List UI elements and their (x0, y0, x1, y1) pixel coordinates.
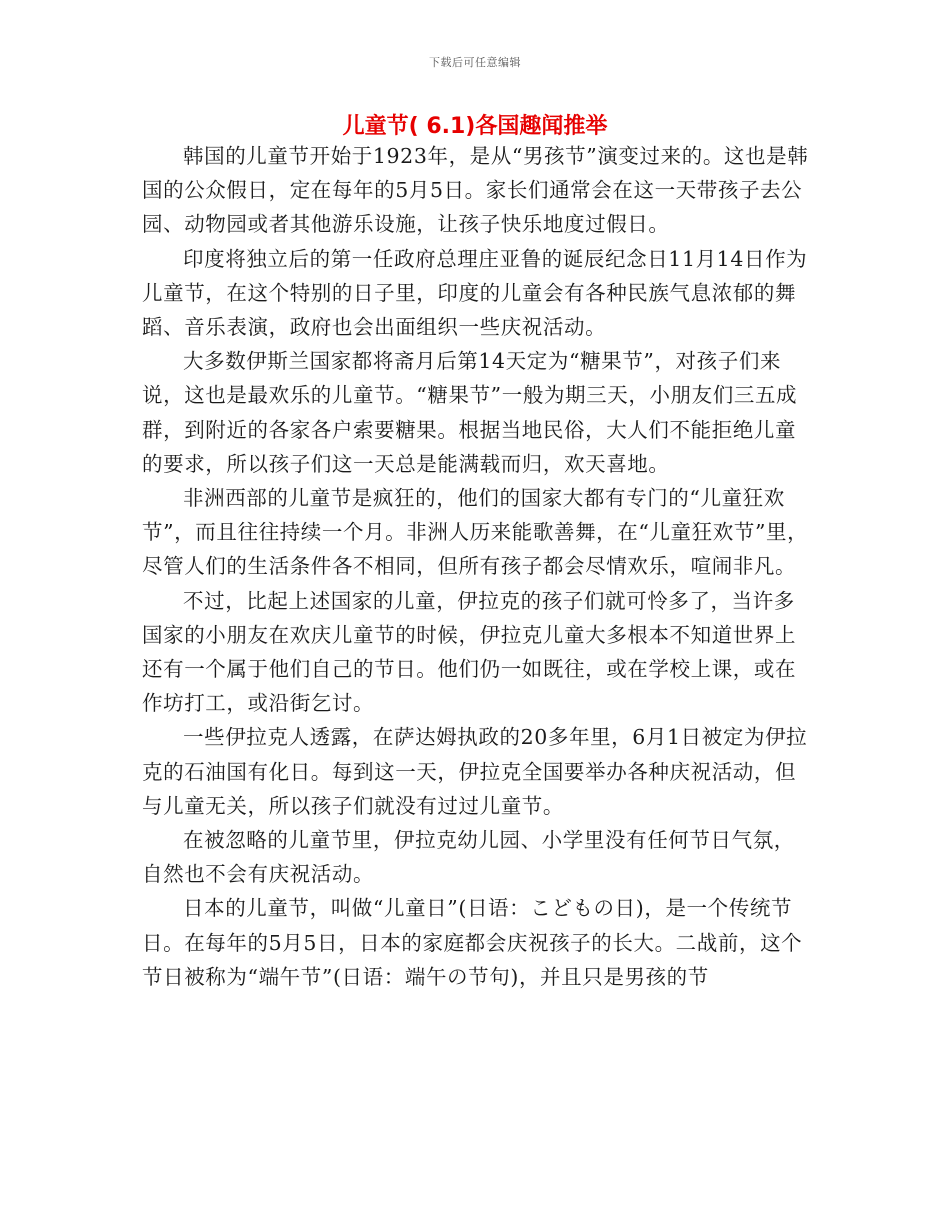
paragraph-iraq-3: 在被忽略的儿童节里，伊拉克幼儿园、小学里没有任何节日气氛，自然也不会有庆祝活动。 (142, 828, 795, 887)
paragraph-islamic-countries: 大多数伊斯兰国家都将斋月后第14天定为“糖果节”，对孩子们来说，这也是最欢乐的儿童节。“糖果节”一般为期三天，小朋友们三五成群，到附近的各家各户索要糖果。根据当地民俗，大人们不能拒绝儿童的要求，所以孩子们这一天总是能满载而归，欢天喜地。 (142, 349, 798, 476)
paragraph-iraq-1: 不过，比起上述国家的儿童，伊拉克的孩子们就可怜多了，当许多国家的小朋友在欢庆儿童节的时候，伊拉克儿童大多根本不知道世界上还有一个属于他们自己的节日。他们仍一如既往，或在学校上课，或在作坊打工，或沿街乞讨。 (142, 588, 797, 716)
paragraph-west-africa: 非洲西部的儿童节是疯狂的，他们的国家大都有专门的“儿童狂欢节”，而且往往持续一个月。非洲人历来能歌善舞，在“儿童狂欢节”里，尽管人们的生活条件各不相同，但所有孩子都会尽情欢乐，喧闹非凡。 (142, 486, 809, 579)
header-note: 下载后可任意编辑 (429, 56, 521, 69)
paragraph-korea: 韩国的儿童节开始于1923年，是从“男孩节”演变过来的。这也是韩国的公众假日，定在每年的5月5日。家长们通常会在这一天带孩子去公园、动物园或者其他游乐设施，让孩子快乐地度过假日。 (142, 144, 809, 237)
document-body (142, 139, 810, 994)
document-title: 儿童节( 6.1)各国趣闻推举 (342, 114, 608, 139)
paragraph-japan: 日本的儿童节，叫做“儿童日”(日语：こどもの日)，是一个传统节日。在每年的5月5日，日本的家庭都会庆祝孩子的长大。二战前，这个节日被称为“端午节”(日语：端午の节句)，并且只是男孩的节 (142, 896, 803, 989)
paragraph-india: 印度将独立后的第一任政府总理庄亚鲁的诞辰纪念日11月14日作为儿童节，在这个特别的日子里，印度的儿童会有各种民族气息浓郁的舞蹈、音乐表演，政府也会出面组织一些庆祝活动。 (142, 246, 808, 340)
paragraph-iraq-2: 一些伊拉克人透露，在萨达姆执政的20多年里，6月1日被定为伊拉克的石油国有化日。每到这一天，伊拉克全国要举办各种庆祝活动，但与儿童无关，所以孩子们就没有过过儿童节。 (142, 725, 808, 818)
